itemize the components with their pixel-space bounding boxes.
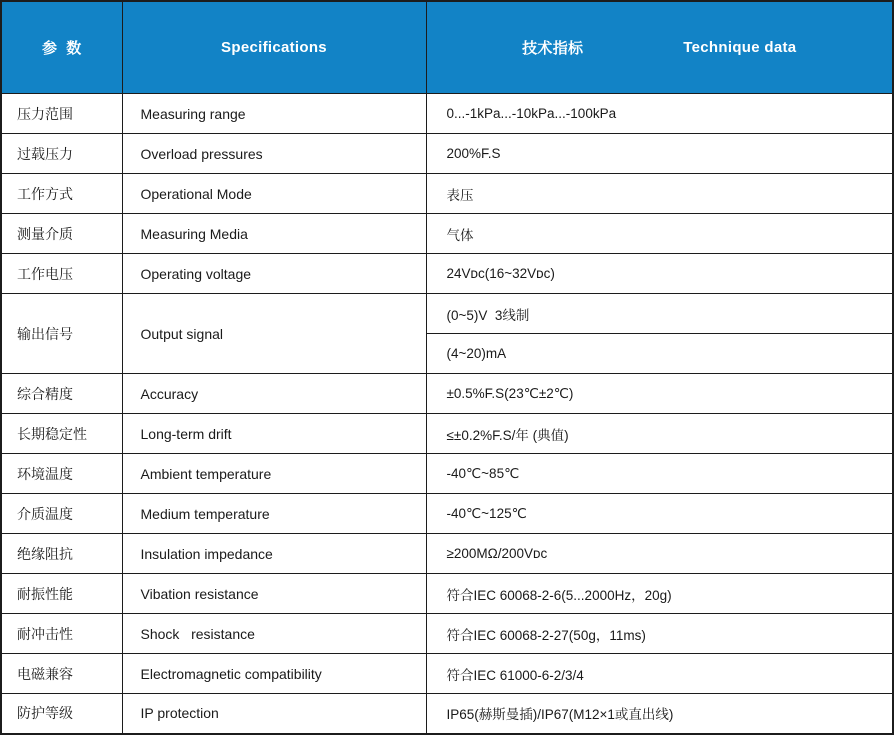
param-en-cell: Ambient temperature: [122, 454, 426, 494]
header-technique-data-en: Technique data: [683, 39, 797, 56]
param-en-cell: Operating voltage: [122, 254, 426, 294]
value-cell: -40℃~125℃: [426, 494, 893, 534]
value-cell: 表压: [426, 174, 893, 214]
param-zh-cell: 过载压力: [1, 134, 122, 174]
param-en-cell: Output signal: [122, 294, 426, 374]
table-header-row: [1, 1, 893, 94]
param-en-cell: Accuracy: [122, 374, 426, 414]
param-zh-cell: 压力范围: [1, 94, 122, 134]
param-en-cell: Measuring range: [122, 94, 426, 134]
table-row: [1, 654, 893, 694]
param-en-cell: Insulation impedance: [122, 534, 426, 574]
header-technique-data: [426, 1, 893, 94]
param-zh-cell: 输出信号: [1, 294, 122, 374]
param-en-cell: Vibation resistance: [122, 574, 426, 614]
table-row: [1, 94, 893, 134]
param-zh-cell: 长期稳定性: [1, 414, 122, 454]
table-row: [1, 694, 893, 734]
param-en-cell: Long-term drift: [122, 414, 426, 454]
param-zh-cell: 耐振性能: [1, 574, 122, 614]
value-cell: ≥200MΩ/200Vᴅᴄ: [426, 534, 893, 574]
param-zh-cell: 介质温度: [1, 494, 122, 534]
value-cell: 气体: [426, 214, 893, 254]
param-zh-cell: 综合精度: [1, 374, 122, 414]
param-zh-cell: 环境温度: [1, 454, 122, 494]
table-row: [1, 254, 893, 294]
param-en-cell: Shock resistance: [122, 614, 426, 654]
value-cell: 符合IEC 60068-2-6(5...2000Hz，20g): [426, 574, 893, 614]
value-cell: 符合IEC 60068-2-27(50g，11ms): [426, 614, 893, 654]
table-row: [1, 134, 893, 174]
table-row: [1, 414, 893, 454]
value-cell: 200%F.S: [426, 134, 893, 174]
table-row: [1, 374, 893, 414]
param-zh-cell: 工作方式: [1, 174, 122, 214]
value-cell: 24Vᴅᴄ(16~32Vᴅᴄ): [426, 254, 893, 294]
table-row: [1, 494, 893, 534]
value-cell-output-current: (4~20)mA: [426, 334, 893, 374]
param-en-cell: Medium temperature: [122, 494, 426, 534]
param-zh-cell: 电磁兼容: [1, 654, 122, 694]
table-row-output-signal: [1, 294, 893, 334]
value-cell: ≤±0.2%F.S/年 (典值): [426, 414, 893, 454]
param-en-cell: IP protection: [122, 694, 426, 734]
param-en-cell: Operational Mode: [122, 174, 426, 214]
param-zh-cell: 耐冲击性: [1, 614, 122, 654]
param-zh-cell: 防护等级: [1, 694, 122, 734]
header-technique-data-group: [428, 37, 892, 58]
param-zh-cell: 测量介质: [1, 214, 122, 254]
param-zh-cell: 工作电压: [1, 254, 122, 294]
table-row: [1, 214, 893, 254]
value-cell: 0...-1kPa...-10kPa...-100kPa: [426, 94, 893, 134]
param-en-cell: Overload pressures: [122, 134, 426, 174]
param-en-cell: Measuring Media: [122, 214, 426, 254]
table-row: [1, 534, 893, 574]
table-row: [1, 174, 893, 214]
param-zh-cell: 绝缘阻抗: [1, 534, 122, 574]
value-cell: ±0.5%F.S(23℃±2℃): [426, 374, 893, 414]
table-row: [1, 574, 893, 614]
param-en-cell: Electromagnetic compatibility: [122, 654, 426, 694]
table-row: [1, 614, 893, 654]
header-parameter: 参 数: [1, 1, 122, 94]
value-cell: -40℃~85℃: [426, 454, 893, 494]
table-row: [1, 454, 893, 494]
header-specifications: Specifications: [122, 1, 426, 94]
value-cell: IP65(赫斯曼插)/IP67(M12×1或直出线): [426, 694, 893, 734]
header-technique-data-zh: 技术指标: [522, 40, 584, 57]
value-cell-output-voltage: (0~5)V 3线制: [426, 294, 893, 334]
value-cell: 符合IEC 61000-6-2/3/4: [426, 654, 893, 694]
